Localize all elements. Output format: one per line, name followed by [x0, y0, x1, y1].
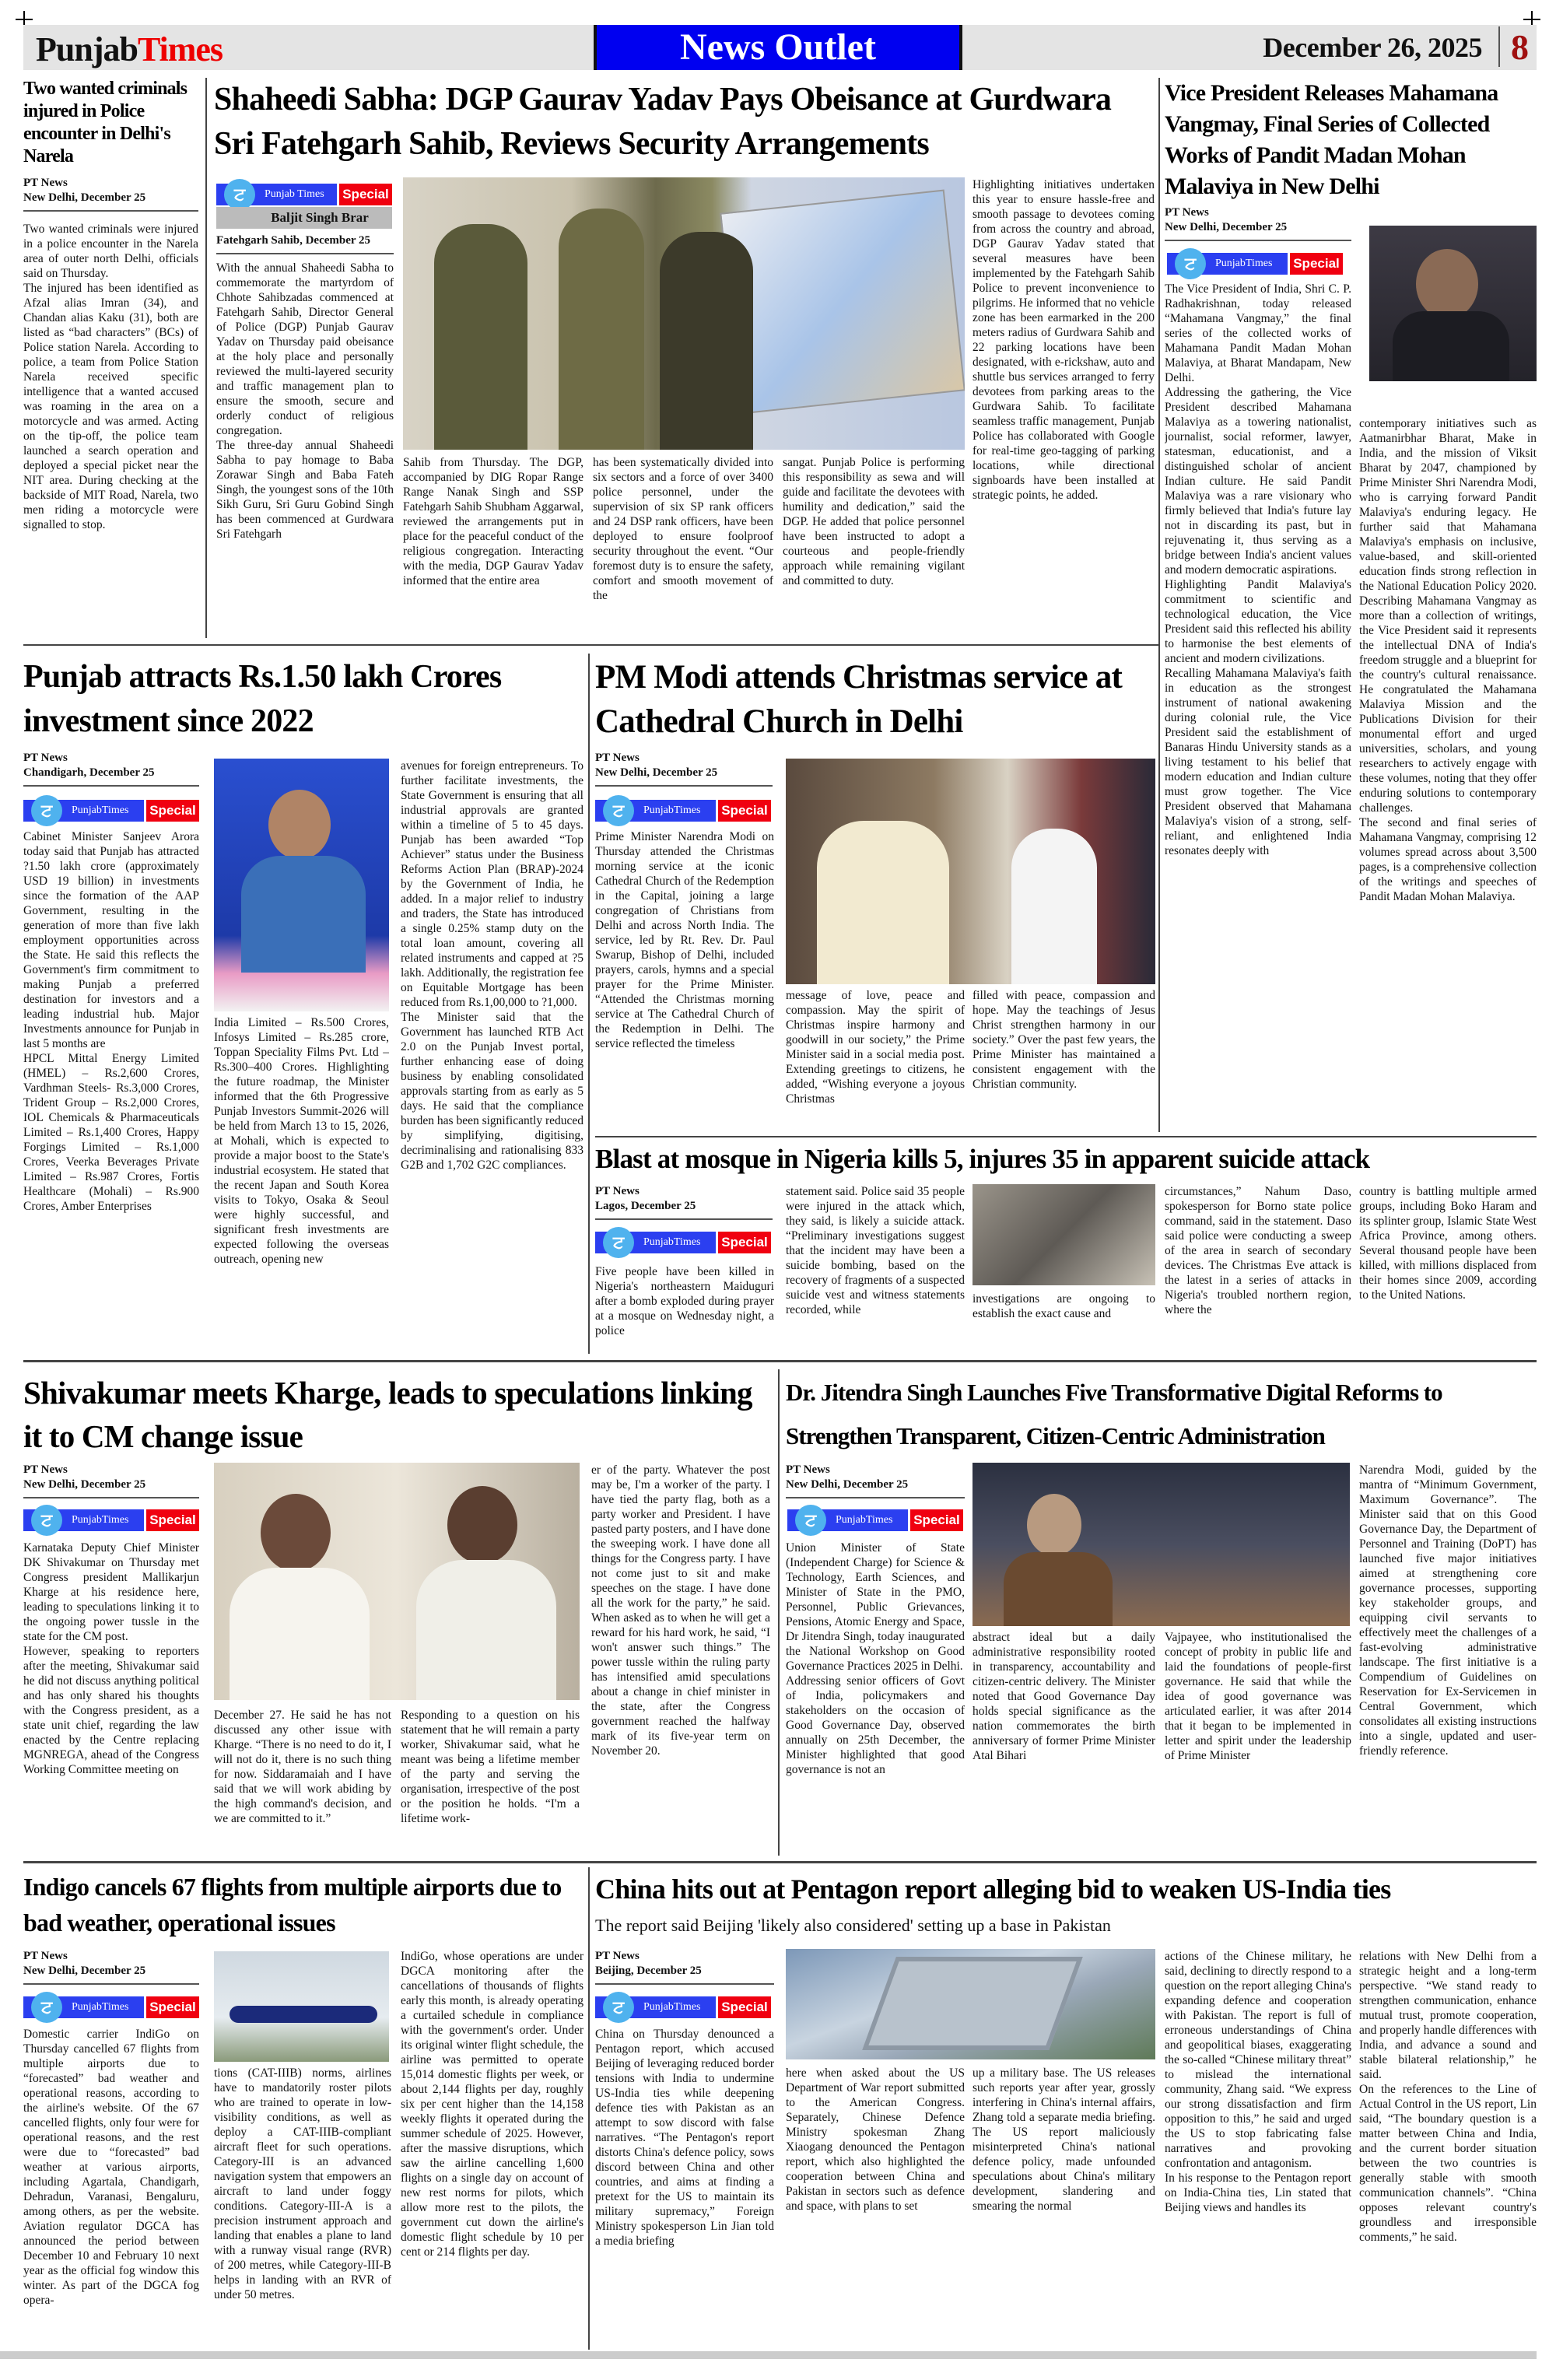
source: PT News [595, 1185, 640, 1197]
issue-date: December 26, 2025 [1263, 32, 1482, 63]
person-body [241, 856, 366, 973]
dateline: New Delhi, December 25 [1165, 221, 1288, 233]
special-badge [216, 184, 392, 225]
paragraph: On the references to the Line of Actual Control in the US report, Lin said, “The boundary question is a matter between China and India, and the current border situation between the two countries is generally stable with smooth communication channels”. “China opposes relevant country's groundless and irresponsible comments,” he said. [1359, 2083, 1537, 2244]
headline[interactable]: Blast at mosque in Nigeria kills 5, injures 35 in apparent suicide attack [595, 1144, 1370, 1174]
headline[interactable]: PM Modi attends Christmas service at Cathedral Church in Delhi [595, 659, 1122, 740]
special-badge [23, 1509, 199, 1531]
headline[interactable]: Indigo cancels 67 flights from multiple airports due to bad weather, operational issues [23, 1873, 562, 1937]
article-body [1359, 1949, 1537, 2350]
logo-text-red: Times [137, 30, 223, 68]
article-body [401, 1949, 584, 2350]
paragraph: relations with New Delhi from a strategic height and a long-term perspective. “We stand ready to strengthen communication, enhance mutual trust, promote cooperation, and properly handle differences with India, and advance a sound and stable bilateral relationship,” he said. [1359, 1950, 1537, 2081]
paragraph: The Vice President of India, Shri C. P. Radhakrishnan, today released “Mahamana Vangmay,” the final series of the collected works of Mahamana Pandit Madan Mohan Malaviya, at Bharat Mandapam, New Delhi. [1165, 282, 1351, 384]
officer-figure [434, 224, 527, 450]
paragraph: investigations are ongoing to establish the exact cause and [972, 1292, 1155, 1320]
paragraph: Sahib from Thursday. The DGP, accompanied by DIG Ropar Range Range Nanak Singh and SSP Fatehgarh Sahib Shubham Aggarwal, reviewed the arrangements put in place for the peaceful conduct of the religious congregation. Interacting with the media, DGP Gaurav Yadav informed that the entire area [403, 456, 584, 587]
punjab-times-logo-icon: ਟ [1175, 248, 1206, 279]
paragraph: Addressing the gathering, the Vice President described Mahamana Malaviya as a towering nationalist, journalist, social reformer, lawyer, statesman, educationist, and a distinguished scholar of ancient Indian culture. He said Pandit Malaviya was a rare visionary who firmly believed that India's future lay not in discarding its past, but in rejuvenating it, thus serving as a bridge between India's ancient values and modern democratic aspirations. [1165, 386, 1351, 577]
article-body [591, 1463, 770, 1856]
paragraph: Highlighting initiatives undertaken this year to ensure hassle-free and smooth passage to devotees coming from across the country and abroad, DGP Gaurav Yadav stated that several measures have been implemented by the Fatehgarh Sahib Police to prevent inconvenience to pilgrims. He informed that no vehicle zone has been earmarked in the 200 meters radius of Gurdwara Sahib and 22 parking locations have been designated, with e-rickshaw, auto and shuttle bus services arranged to ferry devotees from parking areas to the Gurdwara Sahib. To facilitate seamless traffic management, Punjab Police has collaborated with Google for real-time geo-tagging of parking locations, while directional signboards have been installed at strategic points, he added. [972, 178, 1155, 502]
punjab-times-logo-icon: ਟ [31, 1505, 62, 1536]
source: PT News [23, 177, 68, 189]
article-body [214, 1015, 389, 1354]
paragraph: December 27. He said he has not discussed any other issue with Kharge. “There is no need to do it, I will not do it, there is no such thing for now. Siddaramaiah and I have said that we will work abiding by the high command's decision, and we are committed to it.” [214, 1709, 391, 1825]
aircraft-icon [230, 2006, 377, 2023]
source: PT News [1165, 206, 1209, 219]
article-body [972, 177, 1155, 638]
person-body [230, 1568, 370, 1700]
article-body [23, 829, 199, 1354]
article-body [401, 1708, 580, 1856]
column-divider [588, 1867, 590, 2350]
article-body [403, 455, 584, 638]
paragraph: Vajpayee, who institutionalised the concept of probity in public life and laid the foundations of people-first governance. He said that while the idea of good governance was articulated earlier, it was after 2014 that it began to be implemented in letter and spirit under the leadership of Prime Minister [1165, 1631, 1351, 1762]
special-badge [23, 1996, 199, 2018]
special-badge [23, 800, 199, 822]
article-meta [595, 1184, 773, 1220]
source: PT News [23, 752, 68, 764]
paragraph: The three-day annual Shaheedi Sabha to pay homage to Baba Zorawar Singh and Baba Fateh Singh, the youngest sons of the 10th Sikh Guru, Sri Guru Gobind Singh has been commenced at Gurdwara Sri Fatehgarh [216, 439, 394, 541]
person-head [447, 1486, 517, 1564]
paragraph: The injured has been identified as Afzal alias Imran (34), and Chandan alias Kaku (31), both are listed as “bad characters” (BCs) of Police station Narela. According to police, a team from Police Station Narela received specific intelligence that a wanted accused was roaming in the area on a motorcycle and was armed. Acting on the tip-off, the police team launched a search operation and deployed a special picket near the NIT area. During checking at the backside of MIT Road, Narela, two men riding a motorcycle were signalled to stop. [23, 282, 198, 531]
dateline: New Delhi, December 25 [23, 191, 146, 204]
dateline: New Delhi, December 25 [786, 1478, 909, 1491]
dateline: New Delhi, December 25 [23, 1965, 146, 1977]
article-meta [23, 751, 199, 787]
special-badge [595, 1232, 771, 1253]
person-body [1393, 311, 1509, 381]
paragraph: up a military base. The US releases such reports year after year, grossly interfering in China's internal affairs, Zhang told a separate media briefing. The US report maliciously misinterpreted China's national defence policy, made unfounded speculations about China's military development, slandering and smearing the normal [972, 2066, 1155, 2213]
logo-text: Punjab [36, 30, 138, 68]
article-body [786, 1184, 965, 1354]
badge-special: Special [1290, 253, 1343, 275]
column-divider [588, 654, 590, 1354]
dateline: Beijing, December 25 [595, 1965, 702, 1977]
paragraph: country is battling multiple armed groups, including Boko Haram and its splinter group, Islamic State West Africa Province, among others. Several thousand people have been killed, with millions displaced from their homes since 2009, according to the United Nations. [1359, 1185, 1537, 1302]
headline[interactable]: Vice President Releases Mahamana Vangmay, Final Series of Collected Works of Pandit Madan Mohan Malaviya in New Delhi [1165, 80, 1498, 199]
officer-figure [660, 232, 753, 450]
paragraph: message of love, peace and compassion. May the spirit of Christmas inspire harmony and goodwill in our society,” the Prime Minister said in a social media post. Extending greetings to citizens, he added, “Wishing everyone a joyous Christmas [786, 989, 965, 1106]
subheadline: The report said Beijing 'likely also considered' setting up a base in Pakistan [595, 1916, 1111, 1935]
photo-indigo-aircraft [214, 1951, 389, 2062]
page-number: 8 [1498, 26, 1529, 67]
badge-special: Special [339, 184, 392, 205]
photo-vice-president [1369, 226, 1537, 381]
article-meta [23, 1949, 199, 1985]
pentagon-building [862, 1957, 1083, 2050]
pm-figure [1011, 829, 1097, 984]
article-meta [595, 751, 773, 787]
headline[interactable]: Shivakumar meets Kharge, leads to speculations linking it to CM change issue [23, 1375, 752, 1454]
paragraph: India Limited – Rs.500 Crores, Infosys Limited – Rs.285 crore, Toppan Speciality Films Pvt. Ltd – Rs.300–400 Crores. Highlighting the future roadmap, the Minister informed that the 6th Progressive Punjab Investors Summit-2026 will be held from March 13 to 15, 2026, at Mohali, which is expected to provide a major boost to the State's industrial ecosystem. He stated that the recent Japan and South Korea visits to Tokyo, Osaka & Seoul were highly successful, and significant fresh investments are expected following the overseas outreach, opening new [214, 1016, 389, 1266]
badge-special: Special [910, 1509, 963, 1531]
article-meta [23, 1463, 199, 1498]
article-body [593, 455, 773, 638]
paragraph: Union Minister of State (Independent Charge) for Science & Technology, Earth Sciences, and Minister of State in the PMO, Personnel, Public Grievances, Pensions, Atomic Energy and Space, Dr Jitendra Singh, today inaugurated the National Workshop on Good Governance Practices 2025 in Delhi. [786, 1541, 965, 1673]
paragraph: statement said. Police said 35 people were injured in the attack which, they said, is likely a suicide attack. “Preliminary investigations suggest that the incident may have been a suicide bombing, based on the recovery of fragments of a suspected suicide vest and witness statements recorded, while [786, 1185, 965, 1316]
paragraph: Karnataka Deputy Chief Minister DK Shivakumar on Thursday met Congress president Mallikarjun Kharge at his residence here, leading to speculations linking it to the ongoing power tussle in the state for the CM post. [23, 1541, 199, 1643]
badge-brand: Punjab Times [216, 184, 337, 205]
paragraph: avenues for foreign entrepreneurs. To further facilitate investments, the State Government is ensuring that all industrial approvals are granted within a timeline of 5 to 45 days. Punjab has been awarded “Top Achiever” status under the Business Reforms Action Plan (BRAP)-2024 by the Government of India, he added. In a major relief to industry and traders, the State has introduced a single 0.25% stamp duty on the total loan amount, covering all related instruments and capped at ?5 lakh. Additionally, the registration fee on Equitable Mortgage has been reduced from Rs.1,00,000 to ?1,000. [401, 759, 584, 1009]
punjab-times-logo-icon: ਟ [603, 1227, 634, 1258]
paragraph: Highlighting Pandit Malaviya's commitment to scientific and technological education, the Vice President said this reflected his ability to harmonise the best elements of ancient and modern civilizations. [1165, 578, 1351, 665]
article-body [1165, 1949, 1351, 2350]
paragraph: circumstances,” Nahum Daso, spokesperson for Borno state police command, said in the statement. Daso said police were conducting a sweep of the area in search of secondary devices. The Christmas Eve attack is the latest in a series of attacks in Nigeria's troubled northern region, where the [1165, 1185, 1351, 1316]
article-body [595, 1264, 774, 1354]
paragraph: The second and final series of Mahamana Vangmay, comprising 12 volumes spread across about 3,500 pages, is a comprehensive collection of the writings and speeches of Pandit Madan Mohan Malaviya. [1359, 816, 1537, 903]
article-meta [1165, 205, 1351, 241]
column-divider [778, 1369, 780, 1856]
person-body [416, 1560, 556, 1700]
photo-minister-at-podium [972, 1463, 1350, 1626]
dateline: Chandigarh, December 25 [23, 766, 155, 779]
source: PT News [23, 1463, 68, 1476]
paragraph: Cabinet Minister Sanjeev Arora today said that Punjab has attracted ?1.50 lakh crore (approximately USD 19 billion) in investments since the formation of the AAP Government, resulting in the generation of more than five lakh employment opportunities across the State. He said this reflects the Government's firm commitment to making Punjab a preferred destination for investors and a leading industrial hub. Major Investments announce for Punjab in last 5 months are [23, 830, 199, 1050]
article-body [23, 222, 198, 638]
paragraph: abstract ideal but a daily administrative responsibility rooted in transparency, accountability and citizen-centric delivery. The Minister noted that Good Governance Day holds special significance as the nation commemorates the birth anniversary of former Prime Minister Atal Bihari [972, 1631, 1155, 1762]
section-divider [595, 1136, 1537, 1137]
article-body [401, 759, 584, 1354]
officer-figure [559, 209, 644, 450]
headline[interactable]: Two wanted criminals injured in Police encounter in Delhi's Narela [23, 79, 187, 166]
special-badge [1167, 253, 1343, 275]
special-badge [595, 1996, 771, 2018]
paragraph: actions of the Chinese military, he said, declining to directly respond to a question on the report alleging China's expanding defence and cooperation with Pakistan. The report is full of erroneous understandings of China and geopolitical biases, exaggerating the so-called “Chinese military threat” to mislead the international community, Zhang said. “We express our strong dissatisfaction and firm opposition to this,” he said and urged the US to stop fabricating false narratives and provoking confrontation and antagonism. [1165, 1950, 1351, 2170]
photo-blast-site [972, 1184, 1155, 1285]
article-body [1359, 1463, 1537, 1856]
person-head [1416, 249, 1478, 319]
badge-brand: PunjabTimes [595, 800, 716, 822]
paragraph: Recalling Mahamana Malaviya's faith in education as the strongest instrument of national awakening during colonial rule, the Vice President said the establishment of Banaras Hindu University stands as a living testament to his belief that modern education and Indian culture must grow together. The Vice President observed that Mahamana Malaviya's vision of a strong, self-reliant, and enlightened India resonates deeply with [1165, 667, 1351, 857]
section-divider [23, 644, 1159, 646]
paragraph: However, speaking to reporters after the meeting, Shivakumar said he did not discuss anything political and has only shared his thoughts with the Congress president, as a state unit chief, regarding the law enacted by the Centre replacing MGNREGA, ahead of the Congress Working Committee meeting on [23, 1645, 199, 1776]
person-head [268, 790, 331, 860]
article-body [595, 2027, 774, 2350]
article-body [786, 988, 965, 1132]
dateline: Fatehgarh Sahib, December 25 [216, 233, 394, 254]
badge-special: Special [718, 1232, 771, 1253]
badge-brand: PunjabTimes [23, 1509, 144, 1531]
column-divider [205, 78, 207, 638]
dateline: Lagos, December 25 [595, 1200, 696, 1212]
punjab-times-logo-icon: ਟ [603, 1992, 634, 2023]
photo-pentagon [786, 1949, 1155, 2059]
article-body [214, 1708, 391, 1856]
photo-shivakumar-kharge [214, 1463, 580, 1700]
dateline: New Delhi, December 25 [23, 1478, 146, 1491]
section-divider [23, 1861, 1537, 1863]
headline[interactable]: Shaheedi Sabha: DGP Gaurav Yadav Pays Obeisance at Gurdwara Sri Fatehgarh Sahib, Reviews Security Arrangements [214, 82, 1112, 162]
paragraph: Responding to a question on his statement that he will remain a party worker, Shivakumar said, what he meant was being a lifetime member of the party and serving the organisation, irrespective of the post or the position he holds. “I'm a lifetime work- [401, 1709, 580, 1825]
source: PT News [595, 1950, 640, 1962]
article-meta [23, 176, 198, 212]
article-meta [595, 1949, 774, 1985]
badge-special: Special [146, 1509, 199, 1531]
article-body [595, 829, 774, 1132]
special-badge [787, 1509, 963, 1531]
article-body [1165, 282, 1351, 1132]
paragraph: here when asked about the US Department of War report submitted to the American Congress. Separately, Chinese Defence Ministry spokesman Zhang Xiaogang denounced the Pentagon report, which also highlighted the cooperation between China and Pakistan in sectors such as defence and space, with plans to set [786, 2066, 965, 2213]
headline[interactable]: China hits out at Pentagon report alleging bid to weaken US-India ties [595, 1874, 1391, 1905]
badge-brand: PunjabTimes [23, 800, 144, 822]
article-body [1165, 1184, 1351, 1354]
badge-special: Special [718, 1996, 771, 2018]
paragraph: Narendra Modi, guided by the mantra of “Minimum Government, Maximum Governance”. The Minister said that on this Good Governance Day, the Department of Personnel and Training (DoPT) has launched five major initiatives aimed at strengthening core governance processes, supporting key stakeholder groups, and equipping civil servants to effectively meet the challenges of a fast-evolving administrative landscape. The first initiative is a Compendium of Guidelines on Reservation for Ex-Servicemen in Central Government, which consolidates all existing instructions into a single, updated and user-friendly reference. [1359, 1463, 1537, 1758]
paragraph: Five people have been killed in Nigeria's northeastern Maiduguri after a bomb exploded during prayer at a mosque on Wednesday night, a police [595, 1265, 774, 1337]
person-head [1027, 1494, 1081, 1556]
headline[interactable]: Dr. Jitendra Singh Launches Five Transformative Digital Reforms to Strengthen Transparent, Citizen-Centric Administration [786, 1379, 1442, 1449]
article-body [1165, 1630, 1351, 1856]
paragraph: has been systematically divided into six sectors and a force of over 3400 police personnel, under the supervision of six SP rank officers and 24 DSP rank officers, have been deployed to ensure foolproof security throughout the event. “Our foremost duty is to ensure the safety, comfort and smooth movement of the [593, 456, 773, 602]
article-body [23, 2027, 199, 2350]
badge-brand: PunjabTimes [595, 1232, 716, 1253]
photo-dgp-reviewing-map [403, 177, 965, 450]
punjab-times-logo-icon: ਟ [603, 795, 634, 826]
headline[interactable]: Punjab attracts Rs.1.50 lakh Crores investment since 2022 [23, 659, 502, 739]
paragraph: sangat. Punjab Police is performing this responsibility as sewa and will guide and facilitate the devotees with humility and dedication,” said the DGP. He added that police personnel have been instructed to adopt a courteous and people-friendly approach while remaining vigilant and committed to duty. [783, 456, 965, 587]
badge-special: Special [146, 800, 199, 822]
article-body [216, 261, 394, 638]
paragraph: Domestic carrier IndiGo on Thursday cancelled 67 flights from multiple airports due to “forecasted” bad weather and operational reasons, according to the airline's website. Of the 67 cancelled flights, only four were for operational reasons, and the rest were due to “forecasted” bad weather at various airports, including Agartala, Chandigarh, Dehradun, Varanasi, Bengaluru, among others, as per the website. Aviation regulator DGCA has announced the period between December 10 and February 10 next year as the official fog window this winter. As part of the DGCA fog opera- [23, 2028, 199, 2307]
article-body [214, 2066, 391, 2350]
paragraph: IndiGo, whose operations are under DGCA monitoring after the cancellations of thousands of flights early this month, is already operating a curtailed schedule in compliance with the government's order. Under its original winter flight schedule, the airline was permitted to operate 15,014 domestic flights per week, or about 2,144 flights per day, roughly six per cent higher than the 14,158 weekly flights it operated during the summer schedule of 2025. However, after the massive disruptions, which saw the airline cancelling 1,600 flights on a single day on account of new rest norms for pilots, which allow more rest to the pilots, the government cut down the airline's domestic flight schedule by 10 per cent or 214 flights per day. [401, 1950, 584, 2259]
paragraph: HPCL Mittal Energy Limited (HMEL) – Rs.2,600 Crores, Vardhman Steels- Rs.3,000 Crores, Trident Group – Rs.2,000 Crores, IOL Chemicals & Pharmaceuticals Limited – Rs.1,400 Crores, Happy Forgings Limited – Rs.1,000 Crores, Veerka Beverages Private Limited – Rs.987 Crores, Fortis Healthcare (Mohali) – Rs.900 Crores, Amber Enterprises [23, 1052, 199, 1213]
byline: Baljit Singh Brar [216, 207, 392, 229]
article-body [786, 1541, 965, 1856]
outlet-title: News Outlet [594, 25, 962, 70]
footer-bar [0, 2351, 1537, 2359]
punjab-times-logo-icon: ਟ [224, 179, 255, 210]
paragraph: filled with peace, compassion and hope. May the teachings of Jesus Christ strengthen harmony in our society.” Over the past few years, the Prime Minister has maintained a consistent engagement with the Christian community. [972, 989, 1155, 1091]
paragraph: Prime Minister Narendra Modi on Thursday attended the Christmas morning service at the iconic Cathedral Church of the Redemption in the Capital, joining a large congregation of Christians from Delhi and across North India. The service, led by Rt. Rev. Dr. Paul Swarup, Bishop of Delhi, included prayers, carols, hymns and a special prayer for the Prime Minister. “Attended the Christmas morning service at The Cathedral Church of the Redemption in Delhi. The service reflected the timeless [595, 830, 774, 1050]
badge-brand: PunjabTimes [595, 1996, 716, 2018]
punjab-times-logo-icon: ਟ [31, 795, 62, 826]
paragraph: China on Thursday denounced a Pentagon report, which accused Beijing of leveraging reduced border tensions with India to undermine US-India ties while deepening defence ties with Pakistan as an attempt to sow discord with false narratives. “The Pentagon's report distorts China's defence policy, sows discord between China and other countries, and aims at finding a pretext for the US to maintain its military supremacy,” Foreign Ministry spokesperson Lin Jian told a media briefing [595, 2028, 774, 2248]
paragraph: Two wanted criminals were injured in a police encounter in the Narela area of outer north Delhi, officials said on Thursday. [23, 223, 198, 280]
badge-special: Special [146, 1996, 199, 2018]
dateline: New Delhi, December 25 [595, 766, 718, 779]
photo-minister-speaking [214, 759, 389, 1011]
article-body [23, 1541, 199, 1856]
photo-pm-at-cathedral [786, 759, 1155, 984]
punjab-times-logo-icon: ਟ [31, 1992, 62, 2023]
column-divider [1158, 78, 1160, 1132]
priest-figure [817, 821, 949, 984]
paragraph: With the annual Shaheedi Sabha to commemorate the martyrdom of Chhote Sahibzadas commenced at Fatehgarh Sahib, Director General of Police (DGP) Punjab Gaurav Yadav on Thursday paid obeisance at the holy place and personally reviewed the multi-layered security and traffic management plan to ensure the smooth, secure and orderly conduct of religious congregation. [216, 261, 394, 437]
person-body [1004, 1552, 1113, 1626]
map-board [720, 190, 965, 415]
paragraph: contemporary initiatives such as Aatmanirbhar Bharat, Make in India, and the mission of Viksit Bharat by 2047, championed by Prime Minister Shri Narendra Modi, who is carrying forward Pandit Malaviya's enduring legacy. He further said that Mahamana Malaviya's emphasis on inclusive, value-based, and skill-oriented education finds strong reflection in the National Education Policy 2020. Describing Mahamana Vangmay as more than a collection of writings, the Vice President said it represents the intellectual DNA of India's freedom struggle and a blueprint for the country's cultural renaissance. He congratulated the Mahamana Malaviya Mission and the Publications Division for their monumental effort and urged universities, scholars, and young researchers to actively engage with these volumes, noting that they offer enduring solutions to contemporary challenges. [1359, 417, 1537, 815]
article-body [972, 1292, 1155, 1354]
source: PT News [23, 1950, 68, 1962]
masthead [23, 25, 1537, 70]
article-body [786, 2066, 965, 2350]
paragraph: tions (CAT-IIIB) norms, airlines have to mandatorily roster pilots who are trained to operate in low-visibility conditions, as well as deploy a CAT-IIIB-compliant aircraft fleet for such operations. Category-III is an advanced navigation system that empowers an aircraft to land under foggy conditions. Category-III-A is a precision instrument approach and landing that enables a plane to land with a runway visual range (RVR) of 200 metres, while Category-III-B helps in landing with an RVR of under 50 metres. [214, 2066, 391, 2301]
badge-brand: PunjabTimes [23, 1996, 144, 2018]
article-body [972, 1630, 1155, 1856]
article-body [972, 2066, 1155, 2350]
logo[interactable] [36, 30, 223, 69]
paragraph: In his response to the Pentagon report on India-China ties, Lin stated that Beijing views and handles its [1165, 2171, 1351, 2214]
paragraph: Addressing senior officers of Govt of India, policymakers and stakeholders on the occasion of Good Governance Day, observed annually on 25th December, the Minister highlighted that good governance is not an [786, 1674, 965, 1776]
badge-brand: PunjabTimes [787, 1509, 908, 1531]
badge-brand: PunjabTimes [1167, 253, 1288, 275]
badge-special: Special [718, 800, 771, 822]
source: PT News [786, 1463, 830, 1476]
person-head [261, 1494, 331, 1572]
article-body [1359, 1184, 1537, 1354]
special-badge [595, 800, 771, 822]
article-body [972, 988, 1155, 1132]
paragraph: The Minister said that the Government has launched RTB Act 2.0 on the Punjab Invest portal, further enhancing ease of doing business by enabling consolidated approvals starting from as early as 5 days. He said that the compliance burden has been significantly reduced by simplifying, digitising, decriminalising and rationalising 833 G2B and 1,702 G2C compliances. [401, 1011, 584, 1172]
source: PT News [595, 752, 640, 764]
article-meta [786, 1463, 965, 1498]
section-divider [23, 1360, 1537, 1362]
article-body [1359, 416, 1537, 1132]
article-body [783, 455, 965, 638]
punjab-times-logo-icon: ਟ [795, 1505, 826, 1536]
paragraph: er of the party. Whatever the post may be, I'm a worker of the party. I have tied the party flag, both as a party worker and President. I have pasted party posters, and I have done the sweeping work. I have done all things for the Congress party. I have not come just to sit and make speeches on the stage. I have done all the work for the party,” he said. When asked as to when he will get a reward for his hard work, he said, “I won't answer such things.” The power tussle within the ruling party has intensified amid speculations about a change in chief minister in the state, after the Congress government reached the halfway mark of its five-year term on November 20. [591, 1463, 770, 1758]
